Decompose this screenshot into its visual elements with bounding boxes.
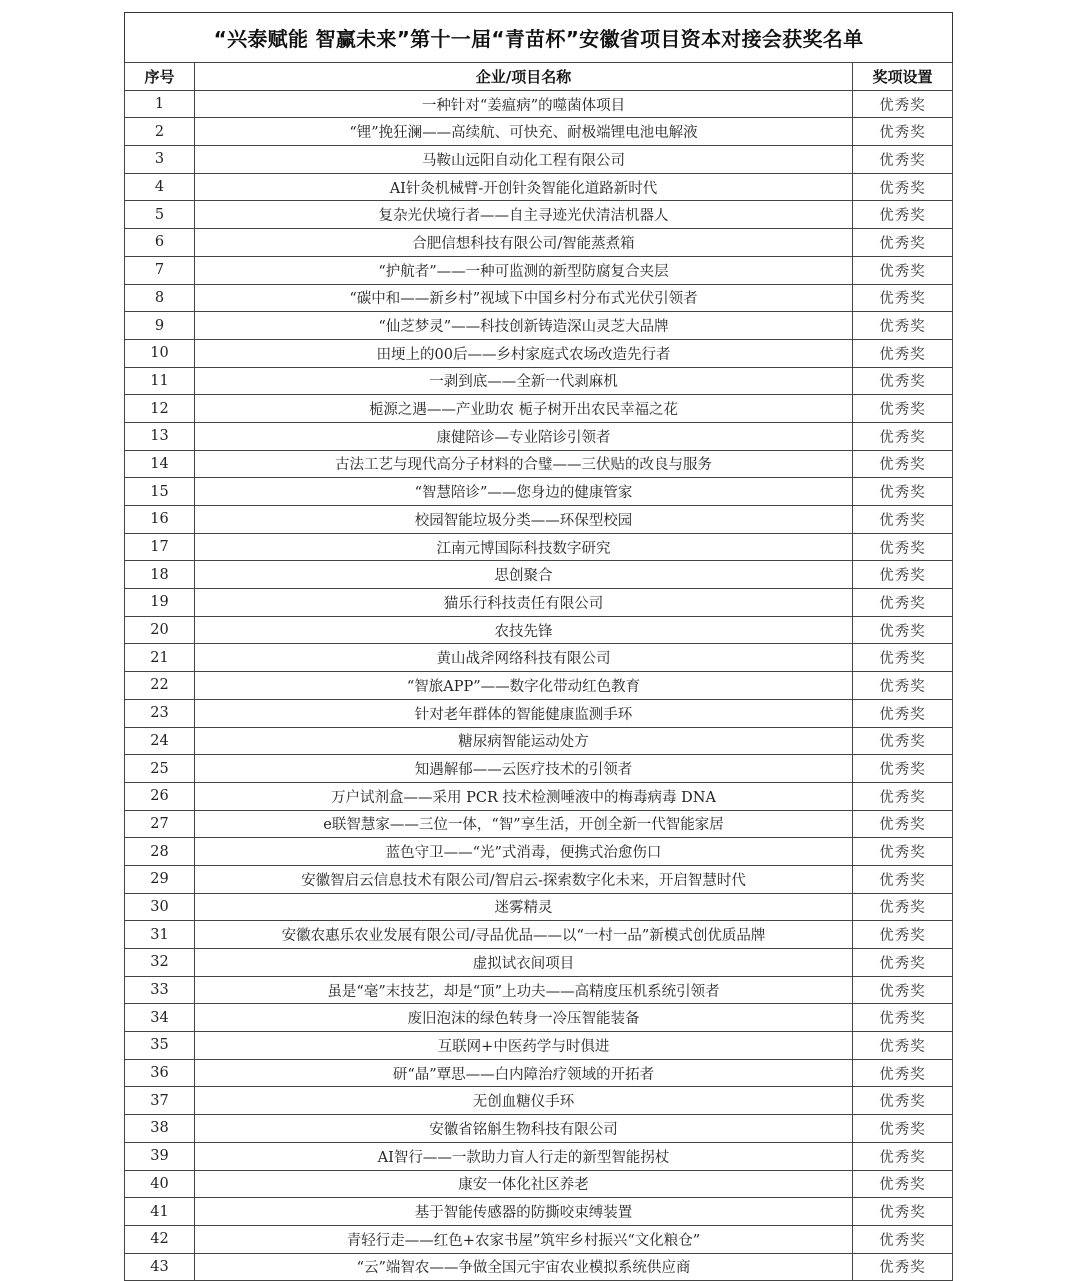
row-number: 18 [125,561,195,589]
row-number: 13 [125,422,195,450]
table-row [125,284,953,312]
project-name: 栀源之遇——产业助农 栀子树开出农民幸福之花 [195,395,853,423]
row-number: 4 [125,173,195,201]
project-name: 无创血糖仪手环 [195,1087,853,1115]
award-level: 优秀奖 [853,395,953,423]
project-name: AI针灸机械臂-开创针灸智能化道路新时代 [195,173,853,201]
row-number: 27 [125,810,195,838]
table-row [125,976,953,1004]
row-number: 31 [125,921,195,949]
table-header [125,63,953,91]
award-level: 优秀奖 [853,1004,953,1032]
table-row [125,339,953,367]
project-name: 思创聚合 [195,561,853,589]
project-name: 知遇解郁——云医疗技术的引领者 [195,755,853,783]
table-row [125,367,953,395]
award-level: 优秀奖 [853,699,953,727]
row-number: 23 [125,699,195,727]
table-row [125,699,953,727]
table-row [125,90,953,118]
header-award: 奖项设置 [853,63,953,91]
award-level: 优秀奖 [853,782,953,810]
award-level: 优秀奖 [853,173,953,201]
project-name: 古法工艺与现代高分子材料的合璧——三伏贴的改良与服务 [195,450,853,478]
table-row [125,644,953,672]
project-name: “护航者”——一种可监测的新型防腐复合夹层 [195,256,853,284]
row-number: 39 [125,1142,195,1170]
table-row [125,422,953,450]
table-row [125,893,953,921]
award-level: 优秀奖 [853,478,953,506]
row-number: 41 [125,1198,195,1226]
table-row [125,949,953,977]
row-number: 35 [125,1032,195,1060]
award-level: 优秀奖 [853,755,953,783]
project-name: 互联网+中医药学与时俱进 [195,1032,853,1060]
award-level: 优秀奖 [853,450,953,478]
award-level: 优秀奖 [853,644,953,672]
table-row [125,533,953,561]
award-level: 优秀奖 [853,533,953,561]
table-row [125,561,953,589]
table-row [125,118,953,146]
award-table [124,62,953,1281]
award-level: 优秀奖 [853,284,953,312]
table-row [125,1198,953,1226]
row-number: 43 [125,1253,195,1281]
award-level: 优秀奖 [853,90,953,118]
project-name: “锂”挽狂澜——高续航、可快充、耐极端锂电池电解液 [195,118,853,146]
table-row [125,256,953,284]
row-number: 33 [125,976,195,1004]
row-number: 7 [125,256,195,284]
award-level: 优秀奖 [853,229,953,257]
table-row [125,1142,953,1170]
row-number: 42 [125,1225,195,1253]
row-number: 32 [125,949,195,977]
project-name: 基于智能传感器的防撕咬束缚装置 [195,1198,853,1226]
project-name: 研“晶”覃思——白内障治疗领域的开拓者 [195,1059,853,1087]
row-number: 20 [125,616,195,644]
project-name: 虚拟试衣间项目 [195,949,853,977]
project-name: 黄山战斧网络科技有限公司 [195,644,853,672]
project-name: 万户试剂盒——采用 PCR 技术检测唾液中的梅毒病毒 DNA [195,782,853,810]
table-row [125,450,953,478]
table-row [125,478,953,506]
row-number: 34 [125,1004,195,1032]
project-name: “仙芝梦灵”——科技创新铸造深山灵芝大品牌 [195,312,853,340]
project-name: 复杂光伏境行者——自主寻迹光伏清洁机器人 [195,201,853,229]
table-row [125,1115,953,1143]
award-level: 优秀奖 [853,1142,953,1170]
project-name: 废旧泡沫的绿色转身一冷压智能装备 [195,1004,853,1032]
row-number: 6 [125,229,195,257]
award-level: 优秀奖 [853,672,953,700]
row-number: 16 [125,506,195,534]
table-row [125,782,953,810]
table-row [125,616,953,644]
award-level: 优秀奖 [853,838,953,866]
project-name: 马鞍山远阳自动化工程有限公司 [195,146,853,174]
award-level: 优秀奖 [853,949,953,977]
row-number: 14 [125,450,195,478]
table-row [125,146,953,174]
award-level: 优秀奖 [853,506,953,534]
award-level: 优秀奖 [853,1170,953,1198]
table-row [125,810,953,838]
row-number: 10 [125,339,195,367]
row-number: 1 [125,90,195,118]
row-number: 8 [125,284,195,312]
award-level: 优秀奖 [853,146,953,174]
header-name: 企业/项目名称 [195,63,853,91]
table-row [125,589,953,617]
row-number: 5 [125,201,195,229]
row-number: 9 [125,312,195,340]
row-number: 36 [125,1059,195,1087]
award-level: 优秀奖 [853,1253,953,1281]
award-level: 优秀奖 [853,589,953,617]
table-row [125,1004,953,1032]
project-name: 安徽省铭斛生物科技有限公司 [195,1115,853,1143]
award-level: 优秀奖 [853,893,953,921]
row-number: 3 [125,146,195,174]
table-row [125,1225,953,1253]
project-name: 迷雾精灵 [195,893,853,921]
project-name: 安徽农惠乐农业发展有限公司/寻品优品——以“一村一品”新模式创优质品牌 [195,921,853,949]
row-number: 21 [125,644,195,672]
table-row [125,395,953,423]
row-number: 12 [125,395,195,423]
table-row [125,672,953,700]
award-level: 优秀奖 [853,810,953,838]
row-number: 15 [125,478,195,506]
award-level: 优秀奖 [853,727,953,755]
award-level: 优秀奖 [853,1087,953,1115]
award-level: 优秀奖 [853,1198,953,1226]
row-number: 28 [125,838,195,866]
project-name: 青轻行走——红色+农家书屋”筑牢乡村振兴“文化粮仓” [195,1225,853,1253]
table-row [125,1032,953,1060]
project-name: e联智慧家——三位一体，“智”享生活，开创全新一代智能家居 [195,810,853,838]
award-level: 优秀奖 [853,256,953,284]
row-number: 30 [125,893,195,921]
table-row [125,229,953,257]
table-row [125,865,953,893]
table-body [125,90,953,1281]
project-name: 虽是“毫”末技艺，却是“顶”上功夫——高精度压机系统引领者 [195,976,853,1004]
table-row [125,312,953,340]
table-row [125,727,953,755]
award-level: 优秀奖 [853,367,953,395]
table-row [125,1170,953,1198]
award-level: 优秀奖 [853,422,953,450]
table-row [125,173,953,201]
award-level: 优秀奖 [853,201,953,229]
award-level: 优秀奖 [853,921,953,949]
award-level: 优秀奖 [853,339,953,367]
project-name: 一剥到底——全新一代剥麻机 [195,367,853,395]
award-level: 优秀奖 [853,1032,953,1060]
project-name: 一种针对“姜瘟病”的噬菌体项目 [195,90,853,118]
award-list-sheet [124,12,953,1281]
award-level: 优秀奖 [853,1059,953,1087]
row-number: 26 [125,782,195,810]
row-number: 11 [125,367,195,395]
table-row [125,1059,953,1087]
project-name: AI智行——一款助力盲人行走的新型智能拐杖 [195,1142,853,1170]
project-name: 康健陪诊—专业陪诊引领者 [195,422,853,450]
project-name: “碳中和——新乡村”视域下中国乡村分布式光伏引领者 [195,284,853,312]
row-number: 25 [125,755,195,783]
header-row [125,63,953,91]
award-level: 优秀奖 [853,118,953,146]
document-title: “兴泰赋能 智赢未来”第十一届“青苗杯”安徽省项目资本对接会获奖名单 [124,12,953,62]
row-number: 24 [125,727,195,755]
project-name: 蓝色守卫——“光”式消毒，便携式治愈伤口 [195,838,853,866]
table-row [125,838,953,866]
award-level: 优秀奖 [853,1115,953,1143]
award-level: 优秀奖 [853,865,953,893]
project-name: 田埂上的00后——乡村家庭式农场改造先行者 [195,339,853,367]
row-number: 17 [125,533,195,561]
row-number: 40 [125,1170,195,1198]
award-level: 优秀奖 [853,312,953,340]
award-level: 优秀奖 [853,616,953,644]
project-name: 农技先锋 [195,616,853,644]
award-level: 优秀奖 [853,1225,953,1253]
project-name: 猫乐行科技责任有限公司 [195,589,853,617]
project-name: 合肥信想科技有限公司/智能蒸煮箱 [195,229,853,257]
project-name: 校园智能垃圾分类——环保型校园 [195,506,853,534]
row-number: 19 [125,589,195,617]
table-row [125,921,953,949]
project-name: 安徽智启云信息技术有限公司/智启云-探索数字化未来，开启智慧时代 [195,865,853,893]
award-level: 优秀奖 [853,561,953,589]
row-number: 38 [125,1115,195,1143]
row-number: 22 [125,672,195,700]
award-level: 优秀奖 [853,976,953,1004]
table-row [125,1087,953,1115]
table-row [125,506,953,534]
project-name: 针对老年群体的智能健康监测手环 [195,699,853,727]
table-row [125,201,953,229]
project-name: 江南元博国际科技数字研究 [195,533,853,561]
row-number: 2 [125,118,195,146]
header-no: 序号 [125,63,195,91]
table-row [125,1253,953,1281]
project-name: “智慧陪诊”——您身边的健康管家 [195,478,853,506]
project-name: 康安一体化社区养老 [195,1170,853,1198]
row-number: 37 [125,1087,195,1115]
project-name: 糖尿病智能运动处方 [195,727,853,755]
table-row [125,755,953,783]
row-number: 29 [125,865,195,893]
project-name: “云”端智农——争做全国元宇宙农业模拟系统供应商 [195,1253,853,1281]
project-name: “智旅APP”——数字化带动红色教育 [195,672,853,700]
